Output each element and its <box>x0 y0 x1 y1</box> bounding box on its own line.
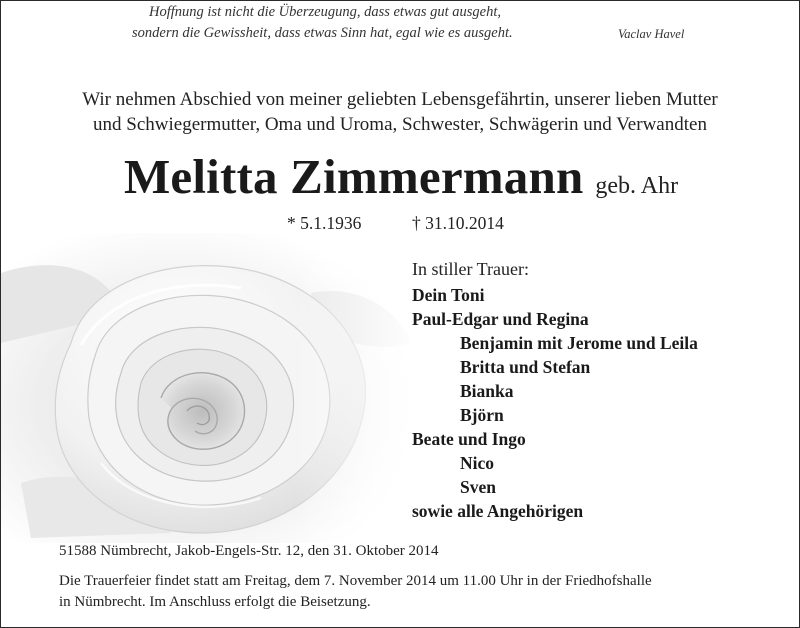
mourner-line: Sven <box>460 477 496 497</box>
deceased-name-row <box>1 148 800 205</box>
deceased-name: Melitta Zimmermann <box>123 149 584 204</box>
intro-line-1: Wir nehmen Abschied von meiner geliebten Lebensgefährtin, unserer lieben Mutter <box>82 89 718 110</box>
quote-line-1: Hoffnung ist nicht die Überzeugung, dass etwas gut ausgeht, <box>149 4 502 20</box>
mourner-line: Britta und Stefan <box>460 357 591 377</box>
mourner-line: Nico <box>460 453 495 473</box>
quote-line-2: sondern die Gewissheit, dass etwas Sinn hat, egal wie es ausgeht. <box>132 25 513 41</box>
mourner-line: Björn <box>460 405 504 425</box>
mourner-line: Bianka <box>460 381 514 401</box>
mourner-line: sowie alle Angehörigen <box>412 501 584 521</box>
mourners-heading: In stiller Trauer: <box>412 259 529 279</box>
maiden-name: geb. Ahr <box>595 173 679 199</box>
mourner-line: Beate und Ingo <box>412 429 526 449</box>
death-date: † 31.10.2014 <box>412 213 504 233</box>
place-date: 51588 Nümbrecht, Jakob-Engels-Str. 12, den 31. Oktober 2014 <box>59 543 439 559</box>
birth-date: * 5.1.1936 <box>287 213 362 233</box>
mourner-line: Benjamin mit Jerome und Leila <box>460 333 698 353</box>
ceremony-line-2: in Nümbrecht. Im Anschluss erfolgt die Beisetzung. <box>59 594 371 610</box>
rose-image <box>1 233 421 543</box>
mourner-line: Paul-Edgar und Regina <box>412 309 589 329</box>
mourner-line: Dein Toni <box>412 285 485 305</box>
quote-author: Vaclav Havel <box>618 27 685 41</box>
ceremony-line-1: Die Trauerfeier findet statt am Freitag, dem 7. November 2014 um 11.00 Uhr in der Friedhofshalle <box>59 573 652 589</box>
intro-line-2: und Schwiegermutter, Oma und Uroma, Schwester, Schwägerin und Verwandten <box>93 114 707 135</box>
